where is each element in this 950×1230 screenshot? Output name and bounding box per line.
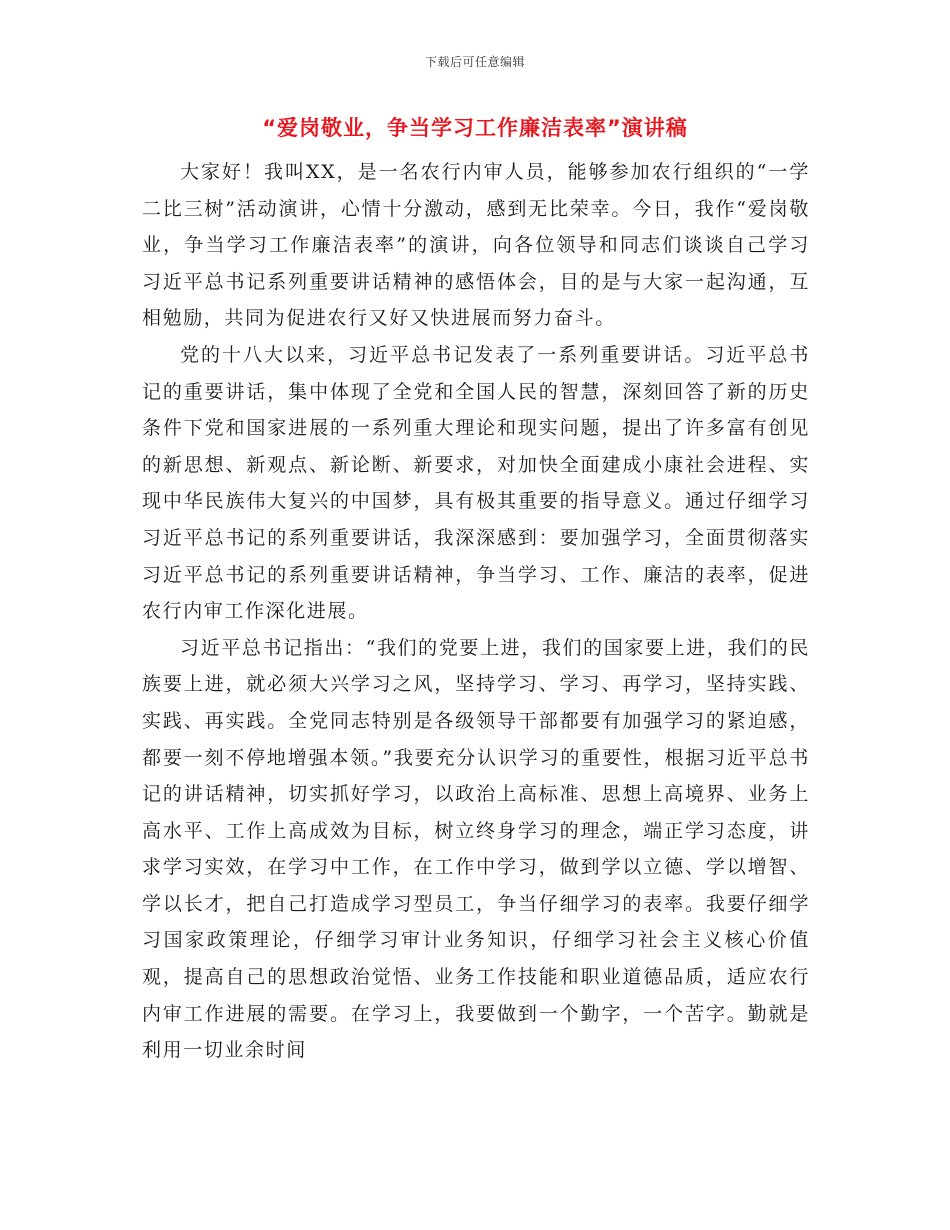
document-body [142, 154, 810, 1069]
paragraph: 大家好！我叫XX，是一名农行内审人员，能够参加农行组织的“一学二比三树”活动演讲，心情十分激动，感到无比荣幸。今日，我作“爱岗敬业，争当学习工作廉洁表率”的演讲，向各位领导和同志们谈谈自己学习习近平总书记系列重要讲话精神的感悟体会，目的是与大家一起沟通，互相勉励，共同为促进农行又好又快进展而努力奋斗。 [142, 161, 810, 330]
header-note: 下载后可任意编辑 [424, 55, 525, 69]
paragraph: 党的十八大以来，习近平总书记发表了一系列重要讲话。习近平总书记的重要讲话，集中体现了全党和全国人民的智慧，深刻回答了新的历史条件下党和国家进展的一系列重大理论和现实问题，提出了许多富有创见的新思想、新观点、新论断、新要求，对加快全面建成小康社会进程、实现中华民族伟大复兴的中国梦，具有极其重要的指导意义。通过仔细学习习近平总书记的系列重要讲话，我深深感到：要加强学习，全面贯彻落实习近平总书记的系列重要讲话精神，争当学习、工作、廉洁的表率，促进农行内审工作深化进展。 [142, 343, 810, 623]
document-title: “爱岗敬业，争当学习工作廉洁表率”演讲稿 [262, 116, 688, 140]
paragraph: 习近平总书记指出：“我们的党要上进，我们的国家要上进，我们的民族要上进，就必须大兴学习之风，坚持学习、学习、再学习，坚持实践、实践、再实践。全党同志特别是各级领导干部都要有加强学习的紧迫感，都要一刻不停地增强本领。”我要充分认识学习的重要性，根据习近平总书记的讲话精神，切实抓好学习，以政治上高标准、思想上高境界、业务上高水平、工作上高成效为目标，树立终身学习的理念，端正学习态度，讲求学习实效，在学习中工作，在工作中学习，做到学以立德、学以增智、学以长才，把自己打造成学习型员工，争当仔细学习的表率。我要仔细学习国家政策理论，仔细学习审计业务知识，仔细学习社会主义核心价值观，提高自己的思想政治觉悟、业务工作技能和职业道德品质，适应农行内审工作进展的需要。在学习上，我要做到一个勤字，一个苦字。勤就是利用一切业余时间 [142, 636, 810, 1062]
